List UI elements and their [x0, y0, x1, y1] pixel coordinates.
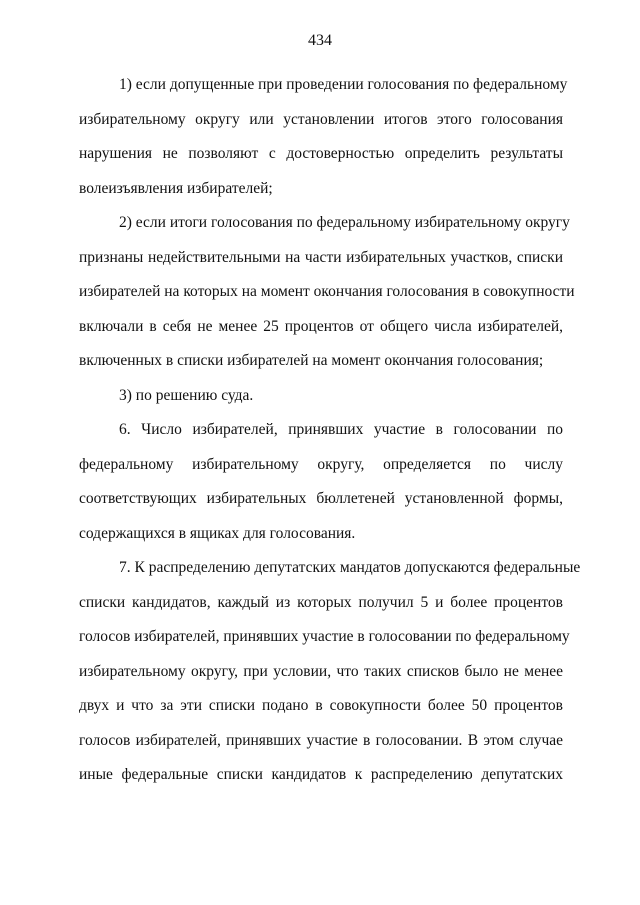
document-body: [79, 68, 581, 793]
text-line: избирателей на которых на момент окончания голосования в совокупности: [79, 283, 575, 300]
paragraph-clause-3: [79, 379, 563, 414]
paragraph-section-7: [79, 551, 581, 793]
text-line: волеизъявления избирателей;: [79, 179, 273, 197]
text-line: 1) если допущенные при проведении голосования по федеральному: [119, 76, 568, 93]
text-line: включенных в списки избирателей на момент окончания голосования;: [79, 352, 544, 369]
text-line: избирательному округу, при условии, что таких списков было не менее: [79, 662, 563, 680]
text-line: 7. К распределению депутатских мандатов допускаются федеральные: [119, 559, 581, 576]
text-line: 2) если итоги голосования по федеральному избирательному округу: [119, 214, 570, 231]
text-line: двух и что за эти списки подано в совокупности более 50 процентов: [79, 697, 563, 714]
text-line: соответствующих избирательных бюллетеней установленной формы,: [79, 490, 563, 507]
text-line: избирательному округу или установлении итогов этого голосования: [79, 110, 563, 128]
text-line: 6. Число избирателей, принявших участие в голосовании по: [119, 421, 563, 438]
paragraph-clause-1: [79, 68, 568, 206]
text-line: 3) по решению суда.: [119, 386, 254, 404]
text-line: иные федеральные списки кандидатов к распределению депутатских: [79, 766, 563, 783]
text-line: включали в себя не менее 25 процентов от общего числа избирателей,: [79, 317, 563, 335]
text-line: федеральному избирательному округу, определяется по числу: [79, 455, 563, 473]
paragraph-section-6: [79, 413, 563, 551]
paragraph-clause-2: [79, 206, 575, 379]
text-line: голосов избирателей, принявших участие в голосовании. В этом случае: [79, 731, 563, 749]
text-line: голосов избирателей, принявших участие в голосовании по федеральному: [79, 628, 570, 645]
text-line: признаны недействительными на части избирательных участков, списки: [79, 248, 563, 266]
text-line: нарушения не позволяют с достоверностью определить результаты: [79, 145, 563, 162]
page-number: 434: [308, 32, 332, 49]
text-line: списки кандидатов, каждый из которых получил 5 и более процентов: [79, 593, 563, 611]
text-line: содержащихся в ящиках для голосования.: [79, 524, 356, 542]
